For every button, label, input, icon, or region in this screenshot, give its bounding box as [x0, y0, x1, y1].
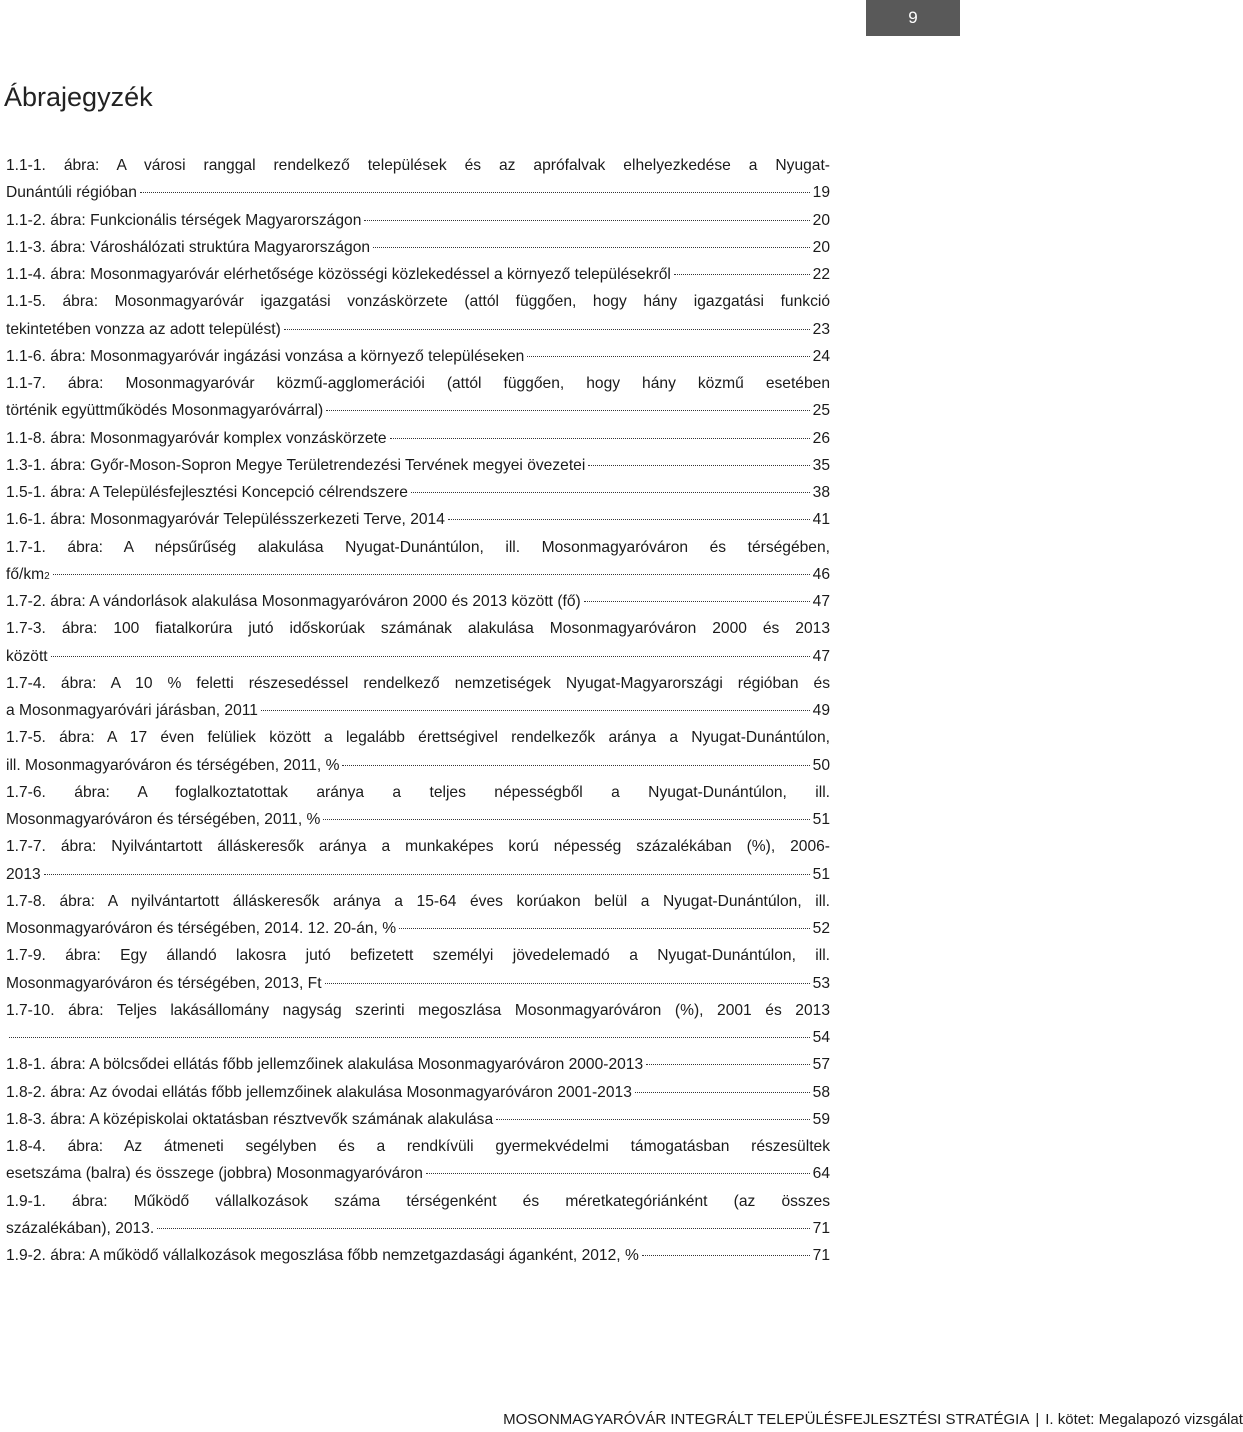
figure-entry-last-line [6, 1215, 830, 1242]
dot-leader [44, 874, 810, 875]
figure-entry[interactable] [6, 534, 830, 589]
figure-page-number: 26 [812, 429, 830, 447]
figure-entry-line: 1.7-8. ábra: A nyilvántartott álláskeresők aránya a 15-64 éves korúakon belül a Nyugat-Dunántúlon, ill. [6, 892, 830, 910]
figure-entry-last-line [6, 506, 830, 533]
figure-page-number: 46 [812, 565, 830, 583]
dot-leader [390, 438, 810, 439]
figure-entry[interactable] [6, 452, 830, 479]
dot-leader [261, 710, 810, 711]
figure-entry-last-line [6, 1242, 830, 1269]
page-title: Ábrajegyzék [4, 82, 153, 112]
figure-entry-last-line [6, 643, 830, 670]
figure-entry-last-line [6, 316, 830, 343]
figure-entry-text: Mosonmagyaróváron és térségében, 2011, % [6, 811, 321, 828]
figure-page-number: 41 [812, 511, 830, 529]
figure-entry-text: esetszáma (balra) és összege (jobbra) Mosonmagyaróváron [6, 1165, 423, 1183]
figure-page-number: 50 [812, 756, 830, 774]
figure-page-number: 54 [812, 1029, 830, 1046]
figure-entry[interactable] [6, 343, 830, 370]
figure-entry-last-line [6, 234, 830, 261]
figure-page-number: 47 [812, 593, 830, 610]
dot-leader [635, 1092, 810, 1093]
figure-page-number: 51 [812, 811, 830, 828]
figure-entry-text: 2013 [6, 865, 41, 883]
dot-leader [642, 1255, 810, 1256]
figure-page-number: 20 [812, 211, 830, 229]
figure-entry-last-line [6, 1051, 830, 1078]
figure-entry[interactable] [6, 506, 830, 533]
figure-page-number: 20 [812, 238, 830, 256]
figure-entry[interactable] [6, 261, 830, 288]
figure-entry-text: a Mosonmagyaróvári járásban, 2011 [6, 702, 258, 719]
figure-entry[interactable] [6, 1242, 830, 1269]
dot-leader [325, 983, 810, 984]
figure-page-number: 59 [812, 1110, 830, 1128]
figure-entry-text: 1.5-1. ábra: A Településfejlesztési Koncepció célrendszere [6, 484, 408, 501]
figure-list [6, 152, 830, 1269]
figure-entry-text: Mosonmagyaróváron és térségében, 2013, Ft [6, 974, 322, 992]
dot-leader [326, 410, 809, 411]
dot-leader [9, 1037, 810, 1038]
figure-entry[interactable] [6, 479, 830, 506]
dot-leader [157, 1228, 809, 1229]
figure-entry-last-line [6, 752, 830, 779]
figure-entry-last-line [6, 179, 830, 206]
dot-leader [323, 819, 809, 820]
dot-leader [342, 765, 809, 766]
figure-entry-text: Mosonmagyaróváron és térségében, 2014. 12. 20-án, % [6, 920, 397, 937]
figure-entry[interactable] [6, 152, 830, 207]
figure-entry[interactable] [6, 1106, 830, 1133]
figure-entry[interactable] [6, 207, 830, 234]
figure-entry-line: 1.7-10. ábra: Teljes lakásállomány nagyság szerinti megoszlása Mosonmagyaróváron (%), 2001 és 2013 [6, 1001, 830, 1019]
dot-leader [674, 274, 810, 275]
dot-leader [364, 220, 809, 221]
dot-leader [399, 928, 810, 929]
figure-entry-last-line [6, 1106, 830, 1133]
figure-entry-last-line [6, 1024, 830, 1051]
figure-page-number: 52 [812, 920, 830, 937]
figure-entry-text: ill. Mosonmagyaróváron és térségében, 2011, % [6, 756, 340, 774]
page-number: 9 [908, 8, 918, 27]
figure-entry[interactable] [6, 370, 830, 425]
figure-entry-last-line [6, 261, 830, 288]
figure-page-number: 58 [812, 1083, 830, 1101]
figure-page-number: 35 [812, 456, 830, 474]
figure-entry-line: 1.1-5. ábra: Mosonmagyaróvár igazgatási vonzáskörzete (attól függően, hogy hány igazgatási funkció [6, 293, 830, 311]
figure-entry[interactable] [6, 670, 830, 725]
figure-entry-last-line [6, 207, 830, 234]
figure-page-number: 38 [812, 484, 830, 501]
dot-leader [646, 1064, 809, 1065]
figure-page-number: 49 [812, 702, 830, 719]
dot-leader [284, 329, 810, 330]
figure-entry-text: 1.1-4. ábra: Mosonmagyaróvár elérhetősége közösségi közlekedéssel a környező településekről [6, 266, 671, 283]
figure-entry-text: Dunántúli régióban [6, 184, 137, 202]
figure-page-number: 57 [812, 1056, 830, 1074]
figure-entry-line: 1.1-7. ábra: Mosonmagyaróvár közmű-agglomerációi (attól függően, hogy hány közmű esetében [6, 375, 830, 392]
figure-page-number: 23 [812, 320, 830, 338]
figure-entry-last-line [6, 1160, 830, 1187]
figure-entry[interactable] [6, 833, 830, 888]
page-number-badge [866, 0, 960, 36]
figure-entry-line: 1.7-1. ábra: A népsűrűség alakulása Nyugat-Dunántúlon, ill. Mosonmagyaróváron és térségében, [6, 538, 830, 556]
figure-entry[interactable] [6, 1051, 830, 1078]
figure-entry-text: 1.8-1. ábra: A bölcsődei ellátás főbb jellemzőinek alakulása Mosonmagyaróváron 2000-2013 [6, 1056, 644, 1074]
figure-entry[interactable] [6, 234, 830, 261]
figure-entry-text: százalékában), 2013. [6, 1219, 155, 1237]
dot-leader [140, 192, 810, 193]
figure-entry[interactable] [6, 724, 830, 779]
figure-entry-line: 1.9-1. ábra: Működő vállalkozások száma térségenként és méretkategóriánként (az összes [6, 1192, 830, 1210]
figure-page-number: 25 [812, 402, 830, 420]
figure-entry[interactable] [6, 1133, 830, 1188]
figure-entry-text: 1.1-2. ábra: Funkcionális térségek Magyarországon [6, 211, 362, 229]
figure-entry-last-line [6, 397, 830, 424]
figure-entry-line: 1.7-4. ábra: A 10 % feletti részesedéssel rendelkező nemzetiségek Nyugat-Magyarországi régióban és [6, 674, 830, 692]
figure-entry[interactable] [6, 942, 830, 997]
figure-entry-text: 1.7-2. ábra: A vándorlások alakulása Mosonmagyaróváron 2000 és 2013 között (fő) [6, 593, 581, 610]
dot-leader [588, 465, 809, 466]
figure-entry[interactable] [6, 888, 830, 943]
figure-page-number: 64 [812, 1165, 830, 1183]
figure-entry[interactable] [6, 288, 830, 343]
dot-leader [53, 574, 810, 575]
dot-leader [527, 356, 809, 357]
figure-entry-last-line [6, 697, 830, 724]
figure-entry-line: 1.7-5. ábra: A 17 éven felüliek között a legalább érettségivel rendelkezők aránya a Nyugat-Dunántúlon, [6, 729, 830, 747]
dot-leader [448, 519, 810, 520]
figure-entry-text: 1.9-2. ábra: A működő vállalkozások megoszlása főbb nemzetgazdasági áganként, 2012, % [6, 1247, 639, 1264]
figure-page-number: 71 [812, 1219, 830, 1237]
figure-entry-text: történik együttműködés Mosonmagyaróvárral) [6, 402, 324, 420]
figure-entry[interactable] [6, 425, 830, 452]
figure-entry[interactable] [6, 1079, 830, 1106]
figure-entry-last-line [6, 425, 830, 452]
dot-leader [426, 1173, 810, 1174]
figure-entry-text: 1.1-6. ábra: Mosonmagyaróvár ingázási vonzása a környező településeken [6, 347, 525, 365]
footer-document-title: MOSONMAGYARÓVÁR INTEGRÁLT TELEPÜLÉSFEJLESZTÉSI STRATÉGIA [503, 1411, 1030, 1428]
figure-entry-line: 1.1-1. ábra: A városi ranggal rendelkező települések és az aprófalvak elhelyezkedése a Nyugat- [6, 157, 830, 174]
figure-entry-line: 1.7-6. ábra: A foglalkoztatottak aránya a teljes népességből a Nyugat-Dunántúlon, ill. [6, 783, 830, 801]
figure-entry-text: tekintetében vonzza az adott települést) [6, 320, 281, 338]
figure-entry-text: 1.6-1. ábra: Mosonmagyaróvár Településszerkezeti Terve, 2014 [6, 511, 445, 529]
dot-leader [496, 1119, 809, 1120]
dot-leader [584, 601, 810, 602]
figure-entry-last-line [6, 343, 830, 370]
dot-leader [51, 656, 810, 657]
figure-entry-last-line [6, 479, 830, 506]
figure-entry-text: 1.1-3. ábra: Városhálózati struktúra Magyarországon [6, 238, 371, 256]
figure-entry-line: 1.7-7. ábra: Nyilvántartott álláskeresők aránya a munkaképes korú népesség százalékában (%), 2006- [6, 838, 830, 856]
figure-entry[interactable] [6, 1188, 830, 1243]
figure-entry-last-line [6, 806, 830, 833]
figure-entry-last-line [6, 452, 830, 479]
figure-page-number: 51 [812, 865, 830, 883]
figure-entry-line: 1.7-3. ábra: 100 fiatalkorúra jutó időskorúak számának alakulása Mosonmagyaróváron 2000 és 2013 [6, 620, 830, 638]
figure-page-number: 19 [812, 184, 830, 202]
figure-entry[interactable] [6, 615, 830, 670]
dot-leader [373, 247, 810, 248]
figure-page-number: 71 [812, 1247, 830, 1264]
figure-entry-text: 1.8-3. ábra: A középiskolai oktatásban résztvevők számának alakulása [6, 1110, 494, 1128]
figure-entry-text: fő/km [6, 565, 45, 583]
figure-entry-line: 1.8-4. ábra: Az átmeneti segélyben és a rendkívüli gyermekvédelmi támogatásban részesültek [6, 1138, 830, 1155]
figure-entry-text: 1.3-1. ábra: Győr-Moson-Sopron Megye Területrendezési Tervének megyei övezetei [6, 456, 586, 474]
footer-volume: I. kötet: Megalapozó vizsgálat [1045, 1411, 1243, 1428]
page-footer [503, 1411, 1243, 1428]
figure-entry-last-line [6, 588, 830, 615]
figure-entry-last-line [6, 970, 830, 997]
figure-page-number: 24 [812, 347, 830, 365]
figure-entry-text: 1.1-8. ábra: Mosonmagyaróvár komplex vonzáskörzete [6, 429, 387, 447]
figure-page-number: 47 [812, 647, 830, 665]
figure-page-number: 22 [812, 266, 830, 283]
figure-entry-line: 1.7-9. ábra: Egy állandó lakosra jutó befizetett személyi jövedelemadó a Nyugat-Dunántúlon, ill. [6, 947, 830, 965]
figure-entry-last-line: fő/km 2 46 [6, 561, 830, 588]
figure-page-number: 53 [812, 974, 830, 992]
figure-entry[interactable] [6, 588, 830, 615]
figure-entry-last-line [6, 1079, 830, 1106]
dot-leader [411, 492, 810, 493]
figure-entry[interactable] [6, 997, 830, 1052]
figure-entry-text: között [6, 647, 48, 665]
figure-entry[interactable] [6, 779, 830, 834]
figure-entry-last-line [6, 915, 830, 942]
figure-entry-text: 1.8-2. ábra: Az óvodai ellátás főbb jellemzőinek alakulása Mosonmagyaróváron 2001-2013 [6, 1083, 632, 1101]
footer-separator: | [1035, 1411, 1040, 1428]
figure-entry-last-line [6, 861, 830, 888]
